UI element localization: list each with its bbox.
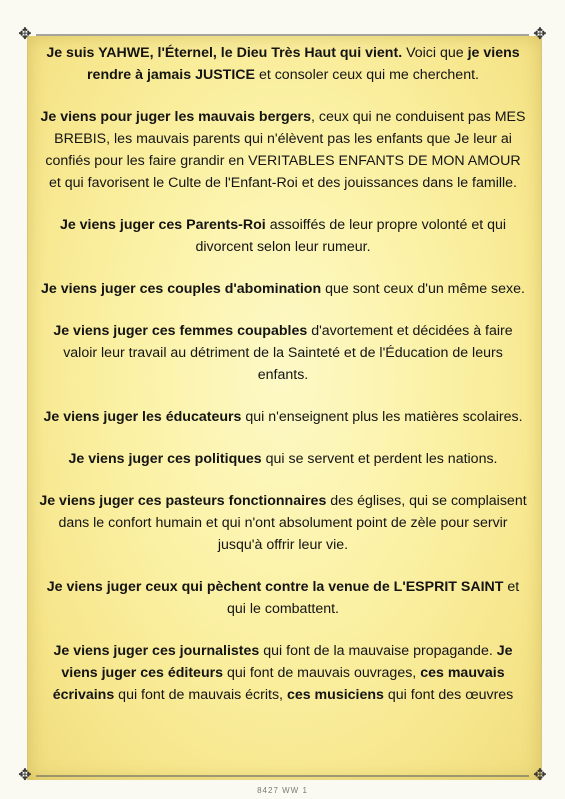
paragraph xyxy=(38,490,528,556)
text-run: qui font de mauvais ouvrages, xyxy=(223,665,421,681)
bold-text: Je viens juger ces politiques xyxy=(68,451,262,467)
text-run: et qui le combattent. xyxy=(227,579,520,617)
text-run: , ceux qui ne conduisent pas MES BREBIS, les mauvais parents qui n'élèvent pas les enfants que Je leur ai confiés pour les faire grandir en VERITABLES ENFANTS DE MON AMOUR et qui favorisent le Culte de l'Enfant-Roi et des jouissances dans le famille. xyxy=(45,109,526,191)
paragraph xyxy=(38,214,528,258)
text-run: qui font de la mauvaise propagande. xyxy=(259,643,497,659)
bold-text: Je viens juger ces couples d'abomination xyxy=(41,281,322,297)
corner-ornament-icon: ✥ xyxy=(18,767,32,784)
bold-text: je viens rendre à jamais JUSTICE xyxy=(87,45,520,83)
text-run: des églises, qui se complaisent dans le confort humain et qui n'ont absolument point de zèle pour servir jusqu'à offrir leur vie. xyxy=(58,493,527,553)
paragraph xyxy=(38,406,528,428)
corner-ornament-icon: ✥ xyxy=(533,767,547,784)
scroll-bottom-rod xyxy=(36,775,529,777)
scroll-top-rod xyxy=(36,34,529,36)
bold-text: Je viens juger ces pasteurs fonctionnaires xyxy=(39,493,327,509)
text-run: Voici que xyxy=(402,45,468,61)
bold-text: Je viens juger les éducateurs xyxy=(43,409,242,425)
paragraph xyxy=(38,278,528,300)
corner-ornament-icon: ✥ xyxy=(533,26,547,43)
text-run: qui se servent et perdent les nations. xyxy=(261,451,498,467)
bold-text: ces musiciens xyxy=(286,687,384,703)
paragraph xyxy=(38,640,528,706)
text-run: d'avortement et décidées à faire valoir leur travail au détriment de la Sainteté et de l'Éducation de leurs enfants. xyxy=(63,323,513,383)
text-run: qui n'enseignent plus les matières scolaires. xyxy=(241,409,523,425)
text-run: qui font des œuvres xyxy=(383,687,514,703)
bold-text: Je viens pour juger les mauvais bergers xyxy=(40,109,311,125)
bold-text: Je viens juger ceux qui pèchent contre la venue de L'ESPRIT SAINT xyxy=(46,579,504,595)
paragraph xyxy=(38,42,528,86)
bold-text: Je suis YAHWE, l'Éternel, le Dieu Très Haut qui vient. xyxy=(46,45,403,61)
corner-ornament-icon: ✥ xyxy=(18,26,32,43)
text-run: qui font de mauvais écrits, xyxy=(114,687,287,703)
paragraph xyxy=(38,576,528,620)
text-run: assoiffés de leur propre volonté et qui divorcent selon leur rumeur. xyxy=(195,217,507,255)
paragraph xyxy=(38,320,528,386)
text-run: et consoler ceux qui me cherchent. xyxy=(255,67,479,83)
bold-text: Je viens juger ces éditeurs xyxy=(61,643,513,681)
bold-text: ces mauvais écrivains xyxy=(52,665,505,703)
text-content xyxy=(38,42,528,726)
footer-code: 8427 WW 1 xyxy=(257,786,308,795)
paragraph xyxy=(38,106,528,194)
bold-text: Je viens juger ces journalistes xyxy=(53,643,260,659)
bold-text: Je viens juger ces femmes coupables xyxy=(53,323,308,339)
paragraph xyxy=(38,448,528,470)
bold-text: Je viens juger ces Parents-Roi xyxy=(59,217,266,233)
text-run: que sont ceux d'un même sexe. xyxy=(321,281,525,297)
